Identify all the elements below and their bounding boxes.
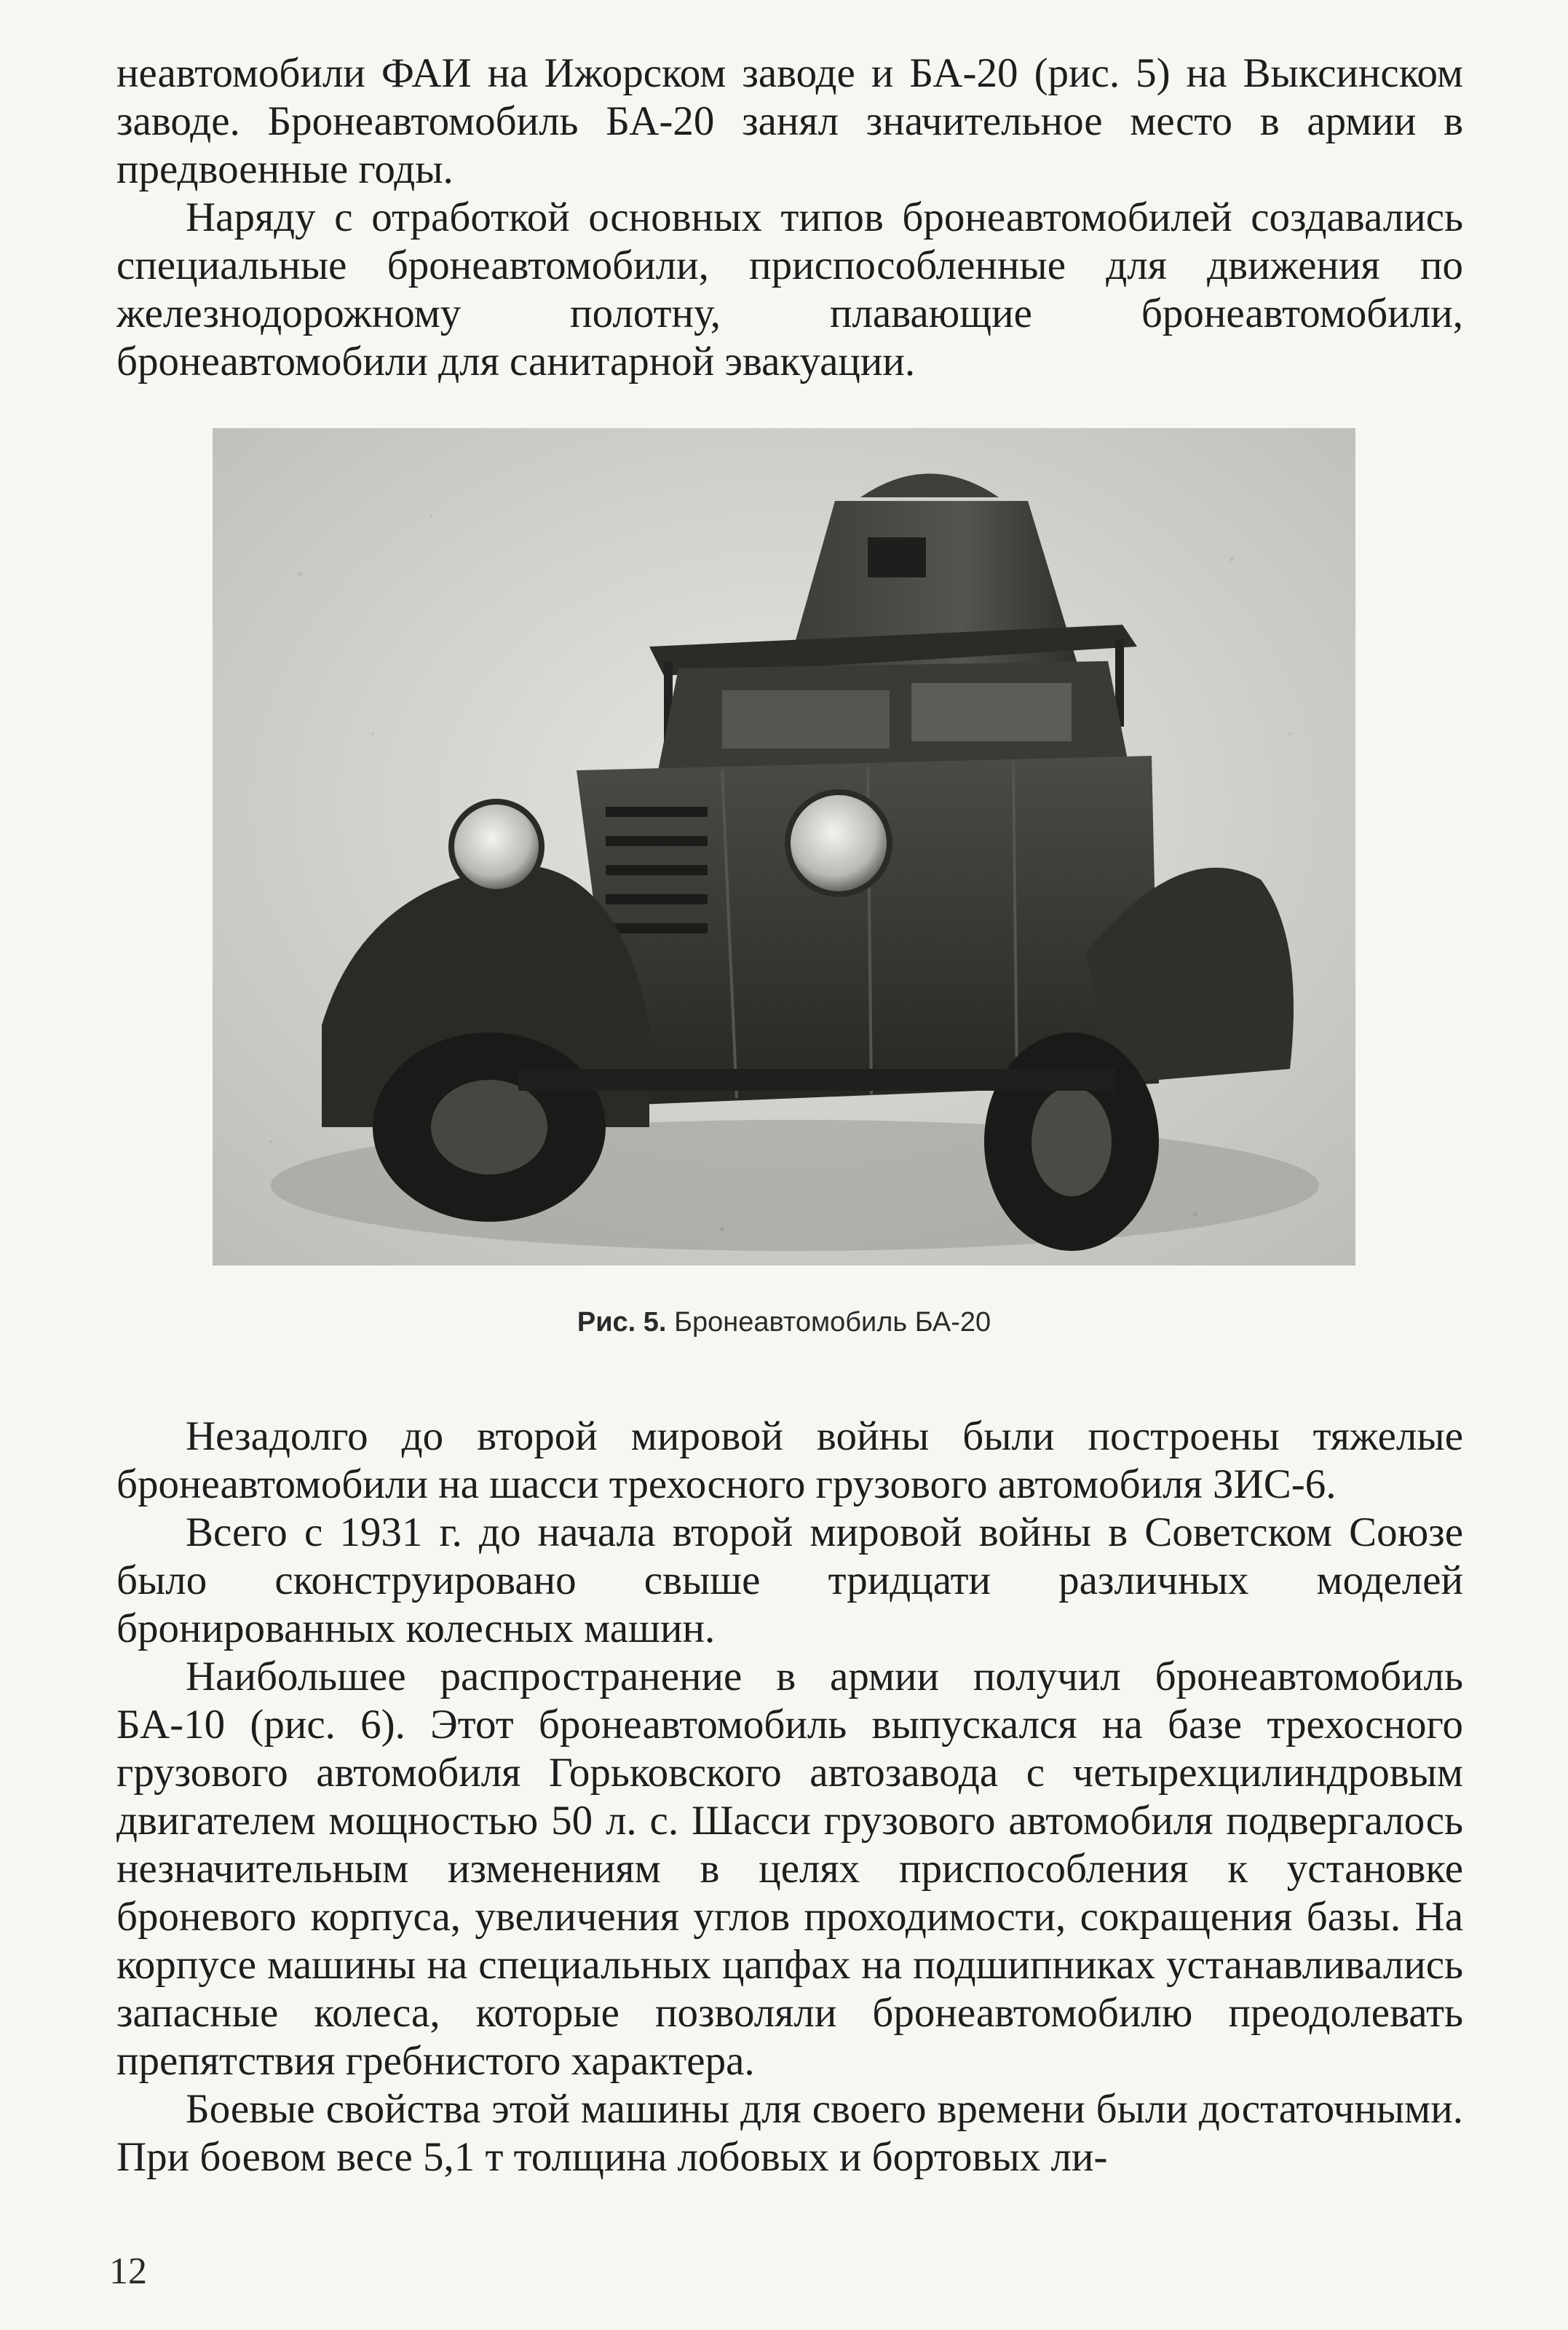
armored-car-illustration [213,428,1355,1265]
top-text-block [116,50,1463,386]
figure-ba20-photo [213,428,1355,1265]
paragraph-models-count: Всего с 1931 г. до начала второй мировой войны в Советском Союзе было сконструировано свыше тридцати различных моделей бронированных колесных машин. [116,1509,1463,1651]
paragraph-ba10: Наибольшее распространение в армии получил бронеавтомобиль БА-10 (рис. 6). Этот бронеавтомобиль выпускался на базе трехосного грузового автомобиля Горьковского автозавода с четырехцилиндровым двигателем мощностью 50 л. с. Шасси грузового автомобиля подвергалось незначительным изменениям в целях приспособления к установке броневого корпуса, увеличения углов проходимости, сокращения базы. На корпусе машины на специальных цапфах на подшипниках устанавливались запасные колеса, которые позволяли бронеавтомобилю преодолевать препятствия гребнистого характера. [116,1654,1463,2084]
figure-caption-text: Бронеавтомобиль БА-20 [674,1307,991,1338]
page-number: 12 [109,2251,147,2292]
figure-caption-number: Рис. 5. [577,1307,667,1338]
paragraph-continuation: неавтомобили ФАИ на Ижорском заводе и БА-20 (рис. 5) на Выксинском заводе. Бронеавтомобиль БА-20 занял значительное место в армии в предвоенные годы. [116,50,1463,192]
paragraph-special-vehicles: Наряду с отработкой основных типов бронеавтомобилей создавались специальные бронеавтомобили, приспособленные для движения по железнодорожному полотну, плавающие бронеавтомобили, бронеавтомобили для санитарной эвакуации. [116,194,1463,384]
paragraph-heavy-armored-cars: Незадолго до второй мировой войны были построены тяжелые бронеавтомобили на шасси трехосного грузового автомобиля ЗИС-6. [116,1413,1463,1507]
paragraph-combat-properties: Боевые свойства этой машины для своего времени были достаточными. При боевом весе 5,1 т толщина лобовых и бортовых ли- [116,2086,1463,2180]
figure-caption [0,1307,1568,1338]
bottom-text-block [116,1413,1463,2181]
